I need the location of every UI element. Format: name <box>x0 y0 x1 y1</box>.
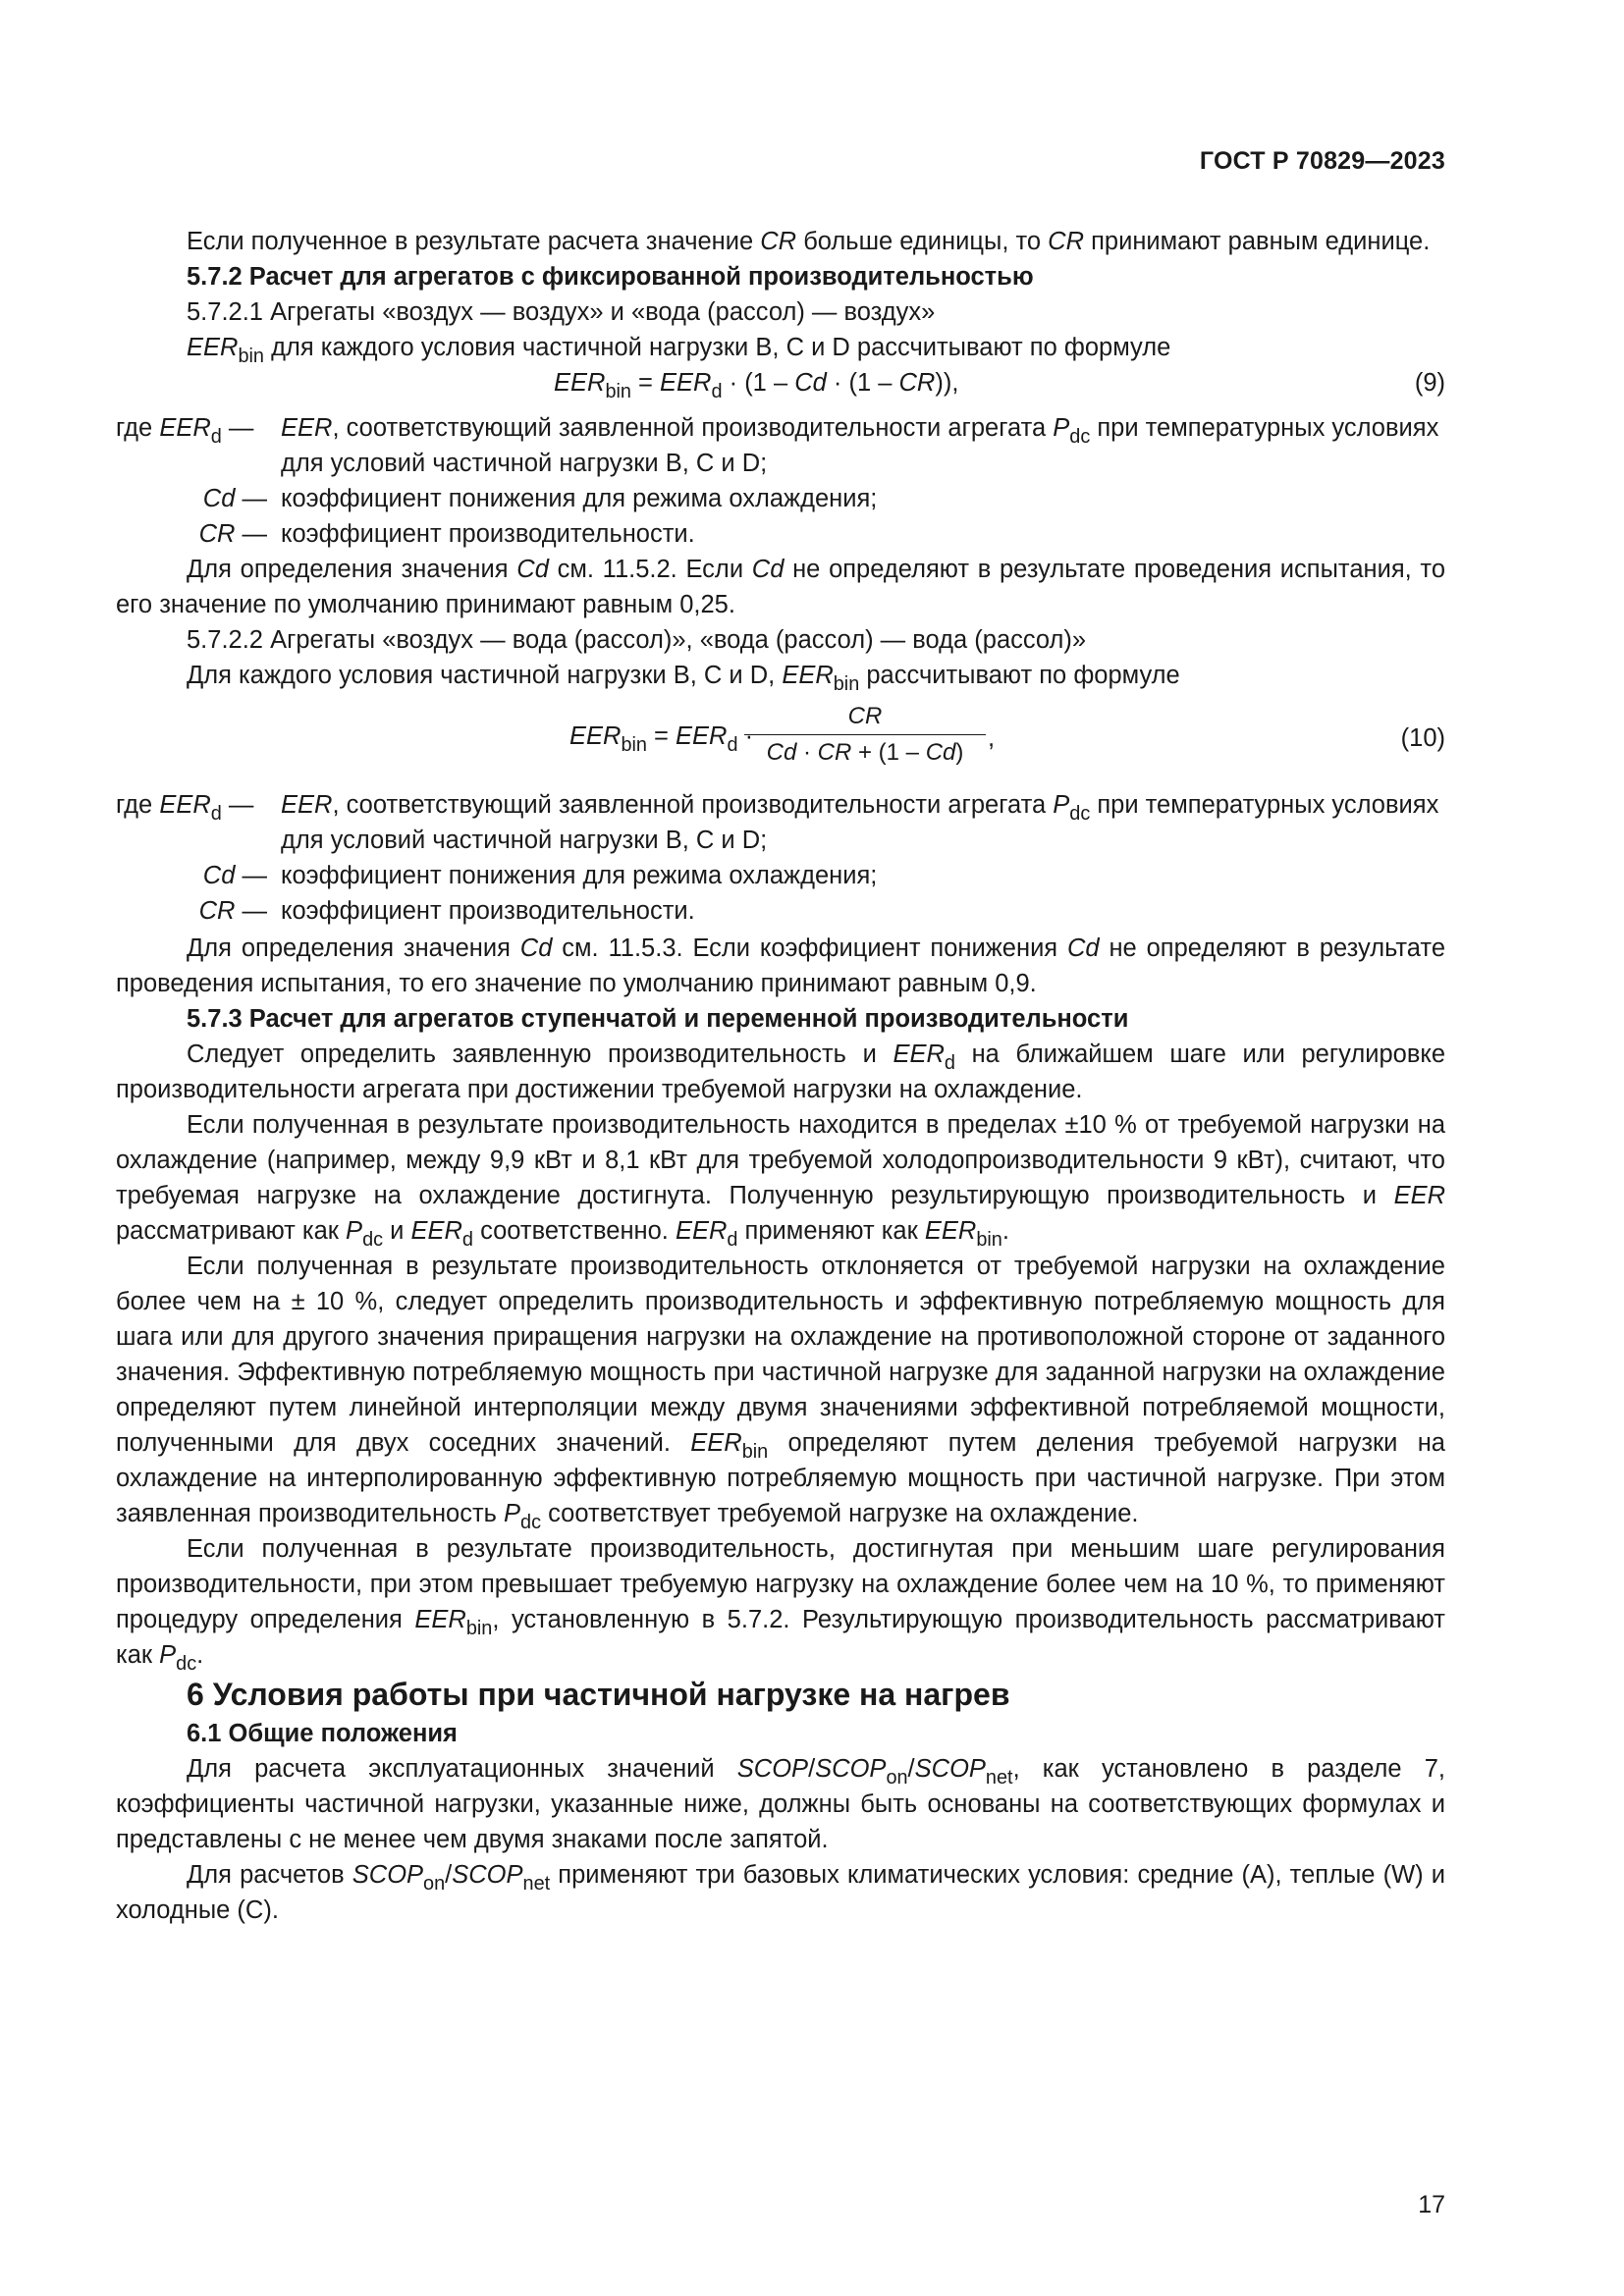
paragraph-573-2: Если полученная в результате производительность находится в пределах ±10 % от требуемой нагрузки на охлаждение (например, между 9,9 кВт и 8,1 кВт для требуемой холодопроизводительности 9 кВт), считают, что требуемая нагрузке на охлаждение достигнута. Полученную результирующую производительность и EER рассматривают как $P_{dc}$ и $EER_d$ соответственно. $EER_d$ применяют как $EER_{bin}$. <box>116 1111 1445 1251</box>
subheading-5-7-2-2: 5.7.2.2 Агрегаты «воздух — вода (рассол)», «вода (рассол) — вода (рассол)» <box>187 626 1087 654</box>
definition-cd-10: Cd — коэффициент понижения для режима охлаждения; <box>202 862 878 889</box>
document-body <box>116 224 1445 1928</box>
page-number: 17 <box>1418 2191 1445 2218</box>
formula-10-number: (10) <box>1400 724 1445 752</box>
definition-cr-9: CR — коэффициент производительности. <box>198 520 695 548</box>
definition-cd-9: Cd — коэффициент понижения для режима охлаждения; <box>202 485 878 512</box>
heading-section-6: 6 Условия работы при частичной нагрузке на нагрев <box>187 1677 1010 1712</box>
paragraph-573-1: Следует определить заявленную производительность и $EER_d$ на ближайшем шаге или регулировке производительности агрегата при достижении требуемой нагрузки на охлаждение. <box>116 1041 1446 1103</box>
formula-10-fraction: CR Cd · CR + (1 – Cd) <box>744 701 986 769</box>
document-header: ГОСТ Р 70829—2023 <box>1199 147 1445 175</box>
paragraph-cd-default-025: Для определения значения Cd см. 11.5.2. Если Cd не определяют в результате проведения испытания, то его значение по умолчанию принимают равным 0,25. <box>116 556 1445 618</box>
paragraph-573-3: Если полученная в результате производительность отклоняется от требуемой нагрузки на охлаждение более чем на ± 10 %, следует определить производительность и эффективную потребляемую мощность для шага или для другого значения приращения нагрузки на охлаждение на противоположной стороне от заданного значения. Эффективную потребляемую мощность при частичной нагрузке для заданной нагрузки на охлаждение определяют путем линейной интерполяции между двумя значениями эффективной потребляемой мощности, полученными для двух соседних значений. $EER_{bin}$ определяют путем деления требуемой нагрузки на охлаждение на интерполированную эффективную потребляемую мощность при частичной нагрузке. При этом заявленная производительность $P_{dc}$ соответствует требуемой нагрузке на охлаждение. <box>116 1253 1445 1533</box>
definition-cr-10: CR — коэффициент производительности. <box>198 897 695 925</box>
paragraph-cd-default-09: Для определения значения Cd см. 11.5.3. Если коэффициент понижения Cd не определяют в результате проведения испытания, то его значение по умолчанию принимают равным 0,9. <box>116 934 1446 997</box>
formula-10: $EER_{bin} = EER_d$ · CR Cd · CR + (1 – Cd) , (10) <box>116 701 1445 775</box>
formula-9-number: (9) <box>1414 369 1445 397</box>
paragraph-eer-bin-intro: $EER_{bin}$ для каждого условия частичной нагрузки B, C и D рассчитывают по формуле <box>187 334 1171 367</box>
paragraph-cr-limit: Если полученное в результате расчета значение CR больше единицы, то CR принимают равным единице. <box>187 228 1431 255</box>
heading-6-1: 6.1 Общие положения <box>187 1720 458 1747</box>
definition-eer-d-10: где $EER_d$ — EER, соответствующий заявленной производительности агрегата $P_{dc}$ при температурных условиях для условий частичной нагрузки B, C и D; <box>116 791 1439 854</box>
paragraph-6-1-1: Для расчета эксплуатационных значений SCOP/$SCOP_{on}/SCOP_{net}$, как установлено в разделе 7, коэффициенты частичной нагрузки, указанные ниже, должны быть основаны на соответствующих формулах и представлены с не менее чем двумя знаками после запятой. <box>116 1755 1446 1853</box>
heading-5-7-3: 5.7.3 Расчет для агрегатов ступенчатой и переменной производительности <box>187 1005 1129 1033</box>
definition-eer-d-9: где $EER_d$ — EER, соответствующий заявленной производительности агрегата $P_{dc}$ при температурных условиях для условий частичной нагрузки B, C и D; <box>116 414 1439 477</box>
paragraph-573-4: Если полученная в результате производительность, достигнутая при меньшим шаге регулирования производительности, при этом превышает требуемую нагрузку на охлаждение более чем на 10 %, то применяют процедуру определения $EER_{bin}$, установленную в 5.7.2. Результирующую производительность рассматривают как $P_{dc}$. <box>116 1535 1445 1675</box>
formula-9: $EER_{bin} = EER_d \cdot (1 - Cd \cdot (1 - CR))$, (9) <box>116 365 1445 400</box>
paragraph-eer-bin-intro-2: Для каждого условия частичной нагрузки B, C и D, $EER_{bin}$ рассчитывают по формуле <box>187 662 1180 695</box>
subheading-5-7-2-1: 5.7.2.1 Агрегаты «воздух — воздух» и «вода (рассол) — воздух» <box>187 298 936 326</box>
paragraph-6-1-2: Для расчетов $SCOP_{on}/SCOP_{net}$ применяют три базовых климатических условия: средние (A), теплые (W) и холодные (C). <box>116 1861 1445 1924</box>
heading-5-7-2: 5.7.2 Расчет для агрегатов с фиксированной производительностью <box>187 263 1034 291</box>
